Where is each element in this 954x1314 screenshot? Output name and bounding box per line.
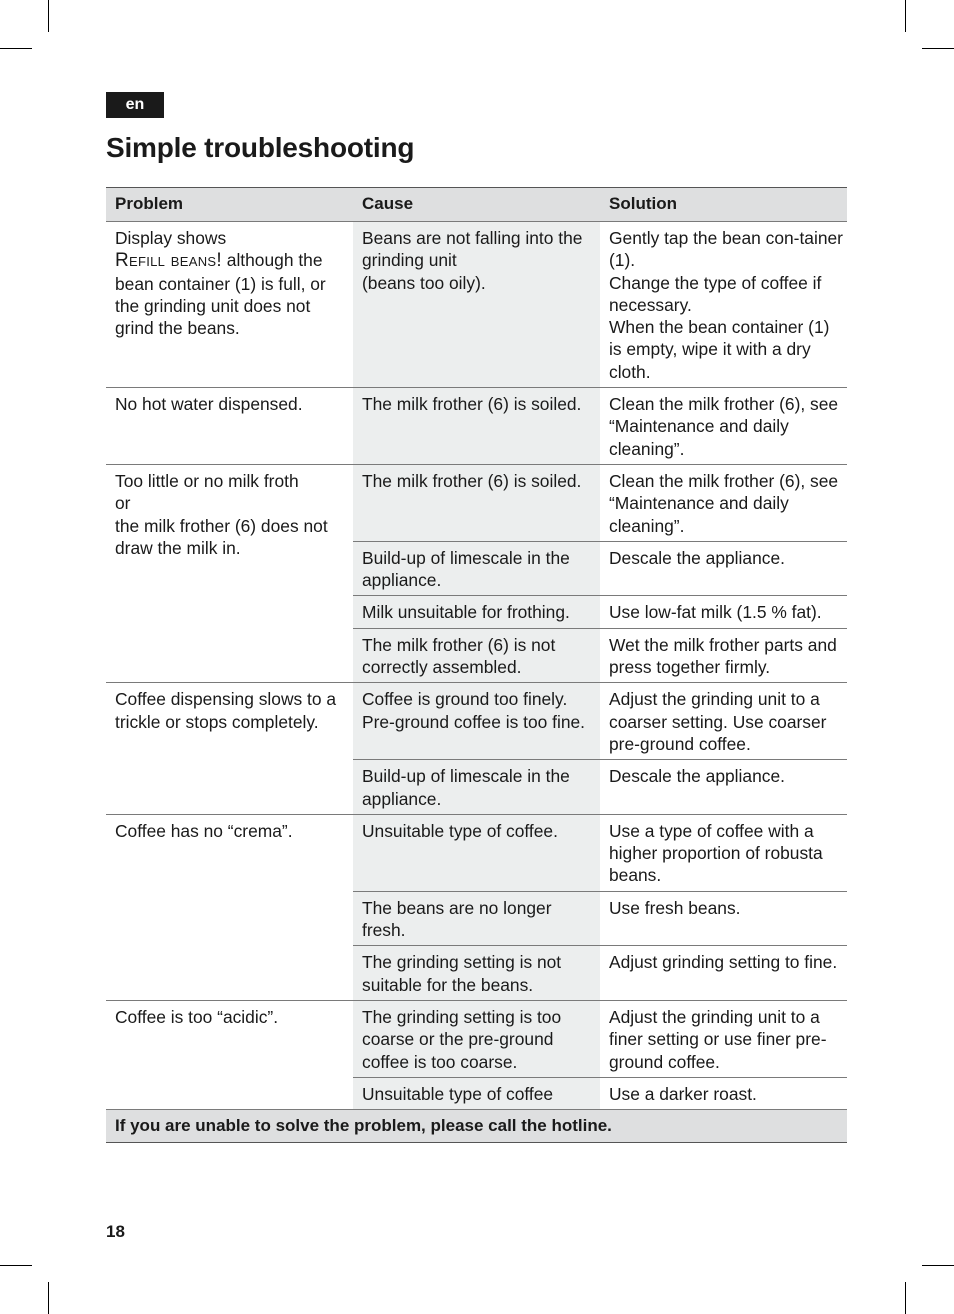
solution-text: Use a type of coffee with a higher proportion of robusta beans. — [609, 820, 823, 886]
cause-text: The beans are no longer fresh. — [362, 897, 552, 941]
solution-cell — [600, 946, 847, 1001]
crop-mark — [0, 1265, 32, 1266]
language-badge: en — [106, 92, 164, 118]
cause-cell — [353, 541, 600, 596]
cause-cell — [353, 596, 600, 628]
cause-cell — [353, 464, 600, 541]
page-number: 18 — [106, 1222, 125, 1241]
solution-cell — [600, 628, 847, 683]
cause-text: The milk frother (6) is soiled. — [362, 394, 582, 415]
cause-text: Unsuitable type of coffee — [362, 1083, 554, 1104]
cause-text: Unsuitable type of coffee. — [362, 820, 558, 841]
problem-text: although the bean container (1) is full, or the grinding unit does not grind the beans. — [115, 250, 326, 339]
cause-text: The milk frother (6) is soiled. — [362, 470, 582, 491]
problem-cell — [106, 814, 353, 1000]
cause-cell — [353, 1077, 600, 1109]
cause-text: The grinding setting is too coarse or the pre-ground coffee is too coarse. — [362, 1006, 562, 1072]
crop-mark — [0, 48, 32, 49]
cause-cell — [353, 891, 600, 946]
solution-text: Adjust the grinding unit to a coarser setting. Use coarser pre-ground coffee. — [609, 689, 827, 754]
solution-text: Use fresh beans. — [609, 897, 741, 918]
solution-text: Adjust grinding setting to fine. — [609, 952, 838, 973]
solution-cell — [600, 683, 847, 760]
cause-text: The milk frother (6) is not correctly assembled. — [362, 634, 556, 678]
solution-cell — [600, 222, 847, 388]
solution-text: Descale the appliance. — [609, 547, 785, 568]
crop-mark — [905, 1282, 906, 1314]
solution-cell — [600, 760, 847, 815]
solution-cell — [600, 464, 847, 541]
column-header-solution: Solution — [600, 188, 847, 222]
solution-cell — [600, 1077, 847, 1109]
problem-text: Display shows — [115, 228, 227, 248]
cause-cell — [353, 946, 600, 1001]
table-footer-row — [106, 1110, 847, 1143]
column-header-problem: Problem — [106, 188, 353, 222]
crop-mark — [48, 0, 49, 32]
problem-text: Too little or no milk froth or the milk frother (6) does not draw the milk in. — [115, 470, 328, 558]
table-body — [106, 222, 847, 1110]
cause-text: Beans are not falling into the grinding unit (beans too oily). — [362, 228, 583, 293]
troubleshooting-table — [106, 187, 847, 1143]
problem-cell — [106, 222, 353, 388]
table-header-row — [106, 188, 847, 222]
solution-text: Gently tap the bean con-tainer (1). Change the type of coffee if necessary. When the bean container (1) is empty, wipe it with a dry cloth. — [609, 228, 843, 382]
solution-cell — [600, 891, 847, 946]
cause-cell — [353, 388, 600, 465]
cause-cell — [353, 683, 600, 760]
problem-text: Coffee dispensing slows to a trickle or stops completely. — [115, 689, 337, 732]
table-row — [106, 222, 847, 388]
cause-text: Milk unsuitable for frothing. — [362, 602, 570, 623]
problem-cell — [106, 388, 353, 465]
problem-text: No hot water dispensed. — [115, 394, 303, 415]
solution-cell — [600, 1000, 847, 1077]
solution-cell — [600, 596, 847, 628]
cause-cell — [353, 1000, 600, 1077]
column-header-cause: Cause — [353, 188, 600, 222]
page-title: Simple troubleshooting — [106, 132, 415, 163]
solution-cell — [600, 541, 847, 596]
table-row — [106, 683, 847, 760]
cause-cell — [353, 814, 600, 891]
solution-cell — [600, 814, 847, 891]
display-message: Refill beans! — [115, 250, 222, 272]
problem-cell — [106, 683, 353, 814]
table-row — [106, 464, 847, 541]
problem-text: Coffee is too “acidic”. — [115, 1006, 279, 1027]
solution-text: Adjust the grinding unit to a finer setting or use finer pre-ground coffee. — [609, 1006, 827, 1072]
table-row — [106, 388, 847, 465]
solution-text: Clean the milk frother (6), see “Maintenance and daily cleaning”. — [609, 394, 839, 459]
problem-cell — [106, 464, 353, 682]
solution-text: Use low-fat milk (1.5 % fat). — [609, 602, 822, 623]
cause-cell — [353, 760, 600, 815]
solution-text: Use a darker roast. — [609, 1083, 757, 1104]
hotline-note: If you are unable to solve the problem, please call the hotline. — [106, 1110, 847, 1143]
cause-text: Coffee is ground too finely. Pre-ground coffee is too fine. — [362, 689, 585, 732]
table-row — [106, 814, 847, 891]
cause-cell — [353, 222, 600, 388]
cause-text: Build-up of limescale in the appliance. — [362, 766, 570, 809]
cause-text: The grinding setting is not suitable for the beans. — [362, 952, 562, 995]
solution-text: Clean the milk frother (6), see “Maintenance and daily cleaning”. — [609, 470, 839, 536]
cause-cell — [353, 628, 600, 683]
cause-text: Build-up of limescale in the appliance. — [362, 547, 570, 591]
problem-text: Coffee has no “crema”. — [115, 820, 293, 841]
solution-text: Wet the milk frother parts and press together firmly. — [609, 634, 837, 678]
crop-mark — [922, 48, 954, 49]
table-row — [106, 1000, 847, 1077]
crop-mark — [48, 1282, 49, 1314]
solution-text: Descale the appliance. — [609, 766, 785, 787]
crop-mark — [905, 0, 906, 32]
solution-cell — [600, 388, 847, 465]
problem-cell — [106, 1000, 353, 1109]
crop-mark — [922, 1265, 954, 1266]
